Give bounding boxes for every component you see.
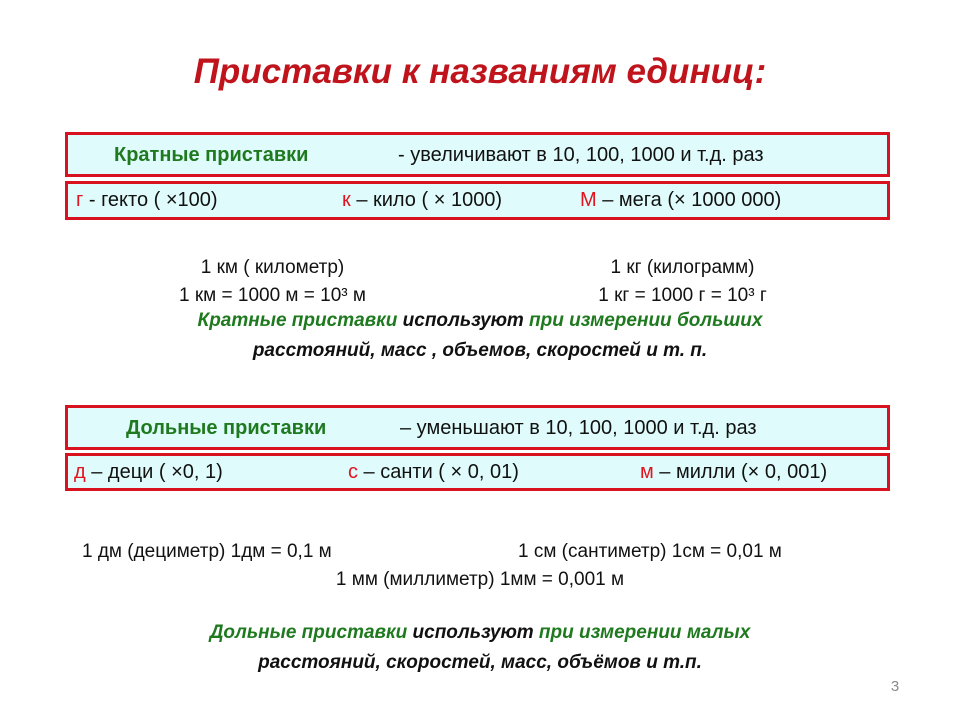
note-verb: используют [397,310,530,331]
multiple-usage-note-line2: расстояний, масс , объемов, скоростей и т. п. [252,340,708,361]
prefix-symbol: М [580,189,597,211]
prefix-symbol: д [74,461,86,483]
prefix-description: – милли (× 0, 001) [653,461,828,483]
fractional-prefixes-name: Дольные приставки [126,417,327,439]
prefix-description: – мега (× 1000 000) [602,189,782,211]
example-kg-name: 1 кг (килограмм) [610,257,755,278]
slide-page-number: 3 [890,678,900,695]
prefix-description: – санти ( × 0, 01) [358,461,519,483]
note-purpose: при измерении малых [538,622,751,643]
multiple-prefixes-heading-box [65,132,890,177]
note-verb: используют [407,622,539,643]
prefix-description: – деци ( ×0, 1) [85,461,223,483]
example-km-name: 1 км ( километр) [200,257,345,278]
prefix-mega [580,184,781,217]
example-kg-equation: 1 кг = 1000 г = 10³ г [598,285,767,306]
fractional-prefixes-description: – уменьшают в 10, 100, 1000 и т.д. раз [400,417,757,439]
prefix-hecto [76,184,218,217]
prefix-symbol: г [76,189,84,211]
multiple-prefixes-list-box [65,181,890,220]
example-cm: 1 см (сантиметр) 1см = 0,01 м [518,541,782,562]
prefix-description: - гекто ( ×100) [88,189,218,211]
multiple-prefixes-description: - увеличивают в 10, 100, 1000 и т.д. раз [398,144,764,166]
prefix-deci [74,456,223,488]
example-mm: 1 мм (миллиметр) 1мм = 0,001 м [335,569,625,590]
prefix-milli [640,456,827,488]
note-subject: Кратные приставки [197,310,398,331]
multiple-prefixes-name: Кратные приставки [114,144,309,166]
fractional-usage-note-line2: расстояний, скоростей, масс, объёмов и т.п. [258,652,702,673]
multiple-usage-note-line1 [0,310,960,332]
fractional-prefixes-list-box [65,453,890,491]
fractional-usage-note-line1 [0,622,960,644]
prefix-symbol: м [640,461,654,483]
prefix-description: – кило ( × 1000) [356,189,503,211]
prefix-symbol: к [342,189,351,211]
example-dm: 1 дм (дециметр) 1дм = 0,1 м [82,541,332,562]
note-subject: Дольные приставки [209,622,408,643]
example-km-equation: 1 км = 1000 м = 10³ м [179,285,366,306]
slide-title: Приставки к названиям единиц: [193,52,767,91]
prefix-symbol: с [348,461,358,483]
fractional-prefixes-heading-box [65,405,890,450]
note-purpose: при измерении больших [529,310,763,331]
prefix-centi [348,456,519,488]
prefix-kilo [342,184,502,217]
